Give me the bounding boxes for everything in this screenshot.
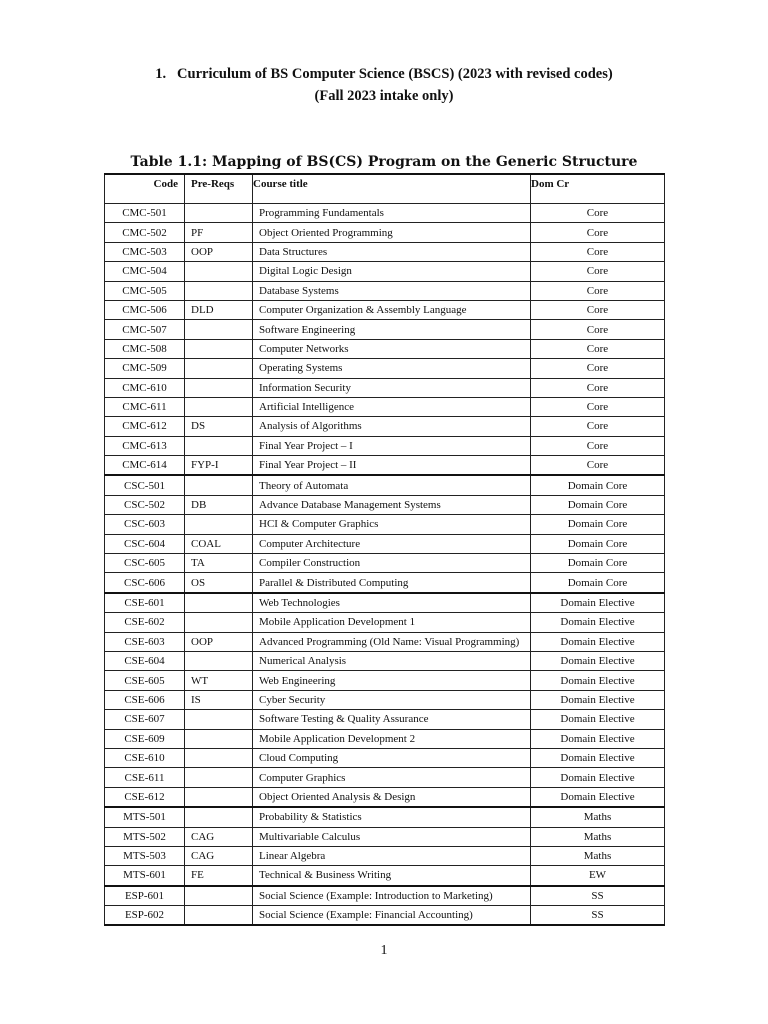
course-domain: Domain Core — [531, 475, 665, 495]
course-code: MTS-502 — [105, 827, 185, 846]
course-title: Numerical Analysis — [253, 651, 531, 670]
table-row — [105, 690, 665, 709]
course-prereq — [185, 651, 253, 670]
course-prereq — [185, 262, 253, 281]
course-title: Computer Architecture — [253, 534, 531, 553]
course-domain: SS — [531, 886, 665, 906]
course-domain: Domain Elective — [531, 690, 665, 709]
course-domain: Core — [531, 417, 665, 436]
course-code: CMC-506 — [105, 300, 185, 319]
course-prereq — [185, 339, 253, 358]
table-row — [105, 397, 665, 416]
document-subheading: (Fall 2023 intake only) — [314, 88, 454, 104]
course-domain: Core — [531, 436, 665, 455]
table-row — [105, 262, 665, 281]
course-domain: Core — [531, 300, 665, 319]
course-domain: Domain Elective — [531, 632, 665, 651]
course-title: Advanced Programming (Old Name: Visual Programming) — [253, 632, 531, 651]
course-title: Final Year Project – II — [253, 456, 531, 476]
table-row — [105, 554, 665, 573]
course-prereq — [185, 906, 253, 926]
table-row — [105, 787, 665, 807]
header-spacer-row — [105, 193, 665, 204]
table-row — [105, 281, 665, 300]
table-row — [105, 846, 665, 865]
course-prereq — [185, 359, 253, 378]
course-code: CMC-612 — [105, 417, 185, 436]
course-title: Programming Fundamentals — [253, 204, 531, 223]
table-row — [105, 223, 665, 242]
table-row — [105, 534, 665, 553]
course-domain: Core — [531, 281, 665, 300]
course-domain: Domain Core — [531, 554, 665, 573]
table-row — [105, 378, 665, 397]
table-row — [105, 339, 665, 358]
course-title: Data Structures — [253, 242, 531, 261]
course-domain: Maths — [531, 827, 665, 846]
course-prereq — [185, 436, 253, 455]
course-domain: EW — [531, 866, 665, 886]
table-row — [105, 613, 665, 632]
course-title: Compiler Construction — [253, 554, 531, 573]
course-code: CMC-501 — [105, 204, 185, 223]
course-domain: Domain Elective — [531, 593, 665, 613]
table-row — [105, 906, 665, 926]
page-number: 1 — [380, 943, 388, 958]
course-prereq — [185, 613, 253, 632]
course-code: CSE-611 — [105, 768, 185, 787]
course-code: CMC-504 — [105, 262, 185, 281]
course-title: Web Engineering — [253, 671, 531, 690]
course-title: Computer Networks — [253, 339, 531, 358]
course-domain: Domain Core — [531, 534, 665, 553]
course-domain: Domain Core — [531, 573, 665, 593]
table-row — [105, 300, 665, 319]
course-prereq — [185, 281, 253, 300]
course-domain: Maths — [531, 846, 665, 865]
course-code: CSE-602 — [105, 613, 185, 632]
course-code: CSE-604 — [105, 651, 185, 670]
table-row — [105, 593, 665, 613]
course-prereq — [185, 593, 253, 613]
course-code: CSE-606 — [105, 690, 185, 709]
course-prereq — [185, 807, 253, 827]
table-row — [105, 710, 665, 729]
course-title: Computer Organization & Assembly Language — [253, 300, 531, 319]
table-row — [105, 359, 665, 378]
course-code: CSC-604 — [105, 534, 185, 553]
table-row — [105, 729, 665, 748]
course-code: CSC-605 — [105, 554, 185, 573]
table-row — [105, 436, 665, 455]
course-prereq — [185, 729, 253, 748]
course-title: Information Security — [253, 378, 531, 397]
course-title: Theory of Automata — [253, 475, 531, 495]
table-row — [105, 886, 665, 906]
course-domain: Core — [531, 339, 665, 358]
course-domain: Domain Elective — [531, 768, 665, 787]
course-code: CSE-609 — [105, 729, 185, 748]
course-code: MTS-601 — [105, 866, 185, 886]
course-domain: SS — [531, 906, 665, 926]
course-prereq: OS — [185, 573, 253, 593]
course-code: CMC-505 — [105, 281, 185, 300]
table-row — [105, 204, 665, 223]
course-code: CSC-502 — [105, 495, 185, 514]
course-code: ESP-602 — [105, 906, 185, 926]
table-row — [105, 768, 665, 787]
course-domain: Domain Elective — [531, 651, 665, 670]
course-code: CMC-509 — [105, 359, 185, 378]
course-code: CSE-607 — [105, 710, 185, 729]
course-code: CMC-508 — [105, 339, 185, 358]
table-row — [105, 866, 665, 886]
curriculum-table — [104, 173, 665, 926]
course-code: CSE-610 — [105, 748, 185, 767]
table-row — [105, 632, 665, 651]
course-prereq: IS — [185, 690, 253, 709]
course-code: MTS-503 — [105, 846, 185, 865]
course-title: Linear Algebra — [253, 846, 531, 865]
course-prereq: WT — [185, 671, 253, 690]
course-prereq: FE — [185, 866, 253, 886]
course-title: Mobile Application Development 2 — [253, 729, 531, 748]
table-row — [105, 807, 665, 827]
course-prereq: DS — [185, 417, 253, 436]
course-code: CSC-603 — [105, 515, 185, 534]
table-row — [105, 456, 665, 476]
course-title: Computer Graphics — [253, 768, 531, 787]
course-code: CMC-503 — [105, 242, 185, 261]
course-prereq — [185, 515, 253, 534]
course-prereq: CAG — [185, 846, 253, 865]
table-row — [105, 515, 665, 534]
course-domain: Core — [531, 359, 665, 378]
course-prereq: OOP — [185, 632, 253, 651]
course-domain: Domain Elective — [531, 613, 665, 632]
course-code: CSC-501 — [105, 475, 185, 495]
course-title: Parallel & Distributed Computing — [253, 573, 531, 593]
course-title: Artificial Intelligence — [253, 397, 531, 416]
course-title: Software Testing & Quality Assurance — [253, 710, 531, 729]
table-row — [105, 417, 665, 436]
course-code: CMC-507 — [105, 320, 185, 339]
course-code: MTS-501 — [105, 807, 185, 827]
course-prereq — [185, 748, 253, 767]
course-prereq: OOP — [185, 242, 253, 261]
course-code: CMC-611 — [105, 397, 185, 416]
table-row — [105, 320, 665, 339]
course-prereq: DLD — [185, 300, 253, 319]
course-domain: Domain Core — [531, 515, 665, 534]
course-prereq: TA — [185, 554, 253, 573]
course-domain: Domain Elective — [531, 748, 665, 767]
course-code: CMC-502 — [105, 223, 185, 242]
course-prereq — [185, 768, 253, 787]
course-prereq: DB — [185, 495, 253, 514]
table-caption: Table 1.1: Mapping of BS(CS) Program on the Generic Structure — [130, 154, 638, 170]
course-code: ESP-601 — [105, 886, 185, 906]
course-prereq: CAG — [185, 827, 253, 846]
course-title: Analysis of Algorithms — [253, 417, 531, 436]
table-row — [105, 242, 665, 261]
course-prereq — [185, 204, 253, 223]
course-title: Technical & Business Writing — [253, 866, 531, 886]
course-title: Software Engineering — [253, 320, 531, 339]
course-domain: Domain Elective — [531, 729, 665, 748]
course-prereq — [185, 787, 253, 807]
course-title: Cyber Security — [253, 690, 531, 709]
course-domain: Core — [531, 223, 665, 242]
course-title: Mobile Application Development 1 — [253, 613, 531, 632]
course-domain: Core — [531, 262, 665, 281]
course-prereq: COAL — [185, 534, 253, 553]
header-domain: Dom Cr — [531, 174, 665, 193]
course-title: Digital Logic Design — [253, 262, 531, 281]
table-row — [105, 651, 665, 670]
table-row — [105, 748, 665, 767]
course-domain: Domain Elective — [531, 787, 665, 807]
course-domain: Core — [531, 242, 665, 261]
course-prereq — [185, 475, 253, 495]
course-title: Multivariable Calculus — [253, 827, 531, 846]
course-prereq — [185, 320, 253, 339]
course-domain: Core — [531, 397, 665, 416]
table-row — [105, 495, 665, 514]
course-title: Social Science (Example: Financial Accounting) — [253, 906, 531, 926]
course-code: CSE-605 — [105, 671, 185, 690]
course-title: Operating Systems — [253, 359, 531, 378]
table-header-row — [105, 174, 665, 193]
course-title: Cloud Computing — [253, 748, 531, 767]
course-code: CSE-601 — [105, 593, 185, 613]
course-prereq — [185, 886, 253, 906]
course-domain: Core — [531, 378, 665, 397]
course-prereq: FYP-I — [185, 456, 253, 476]
course-title: Probability & Statistics — [253, 807, 531, 827]
course-code: CSE-612 — [105, 787, 185, 807]
course-domain: Domain Elective — [531, 710, 665, 729]
course-title: HCI & Computer Graphics — [253, 515, 531, 534]
course-title: Web Technologies — [253, 593, 531, 613]
course-domain: Core — [531, 320, 665, 339]
document-heading: 1. Curriculum of BS Computer Science (BSCS) (2023 with revised codes) — [155, 66, 613, 82]
table-row — [105, 573, 665, 593]
course-prereq — [185, 710, 253, 729]
course-code: CSC-606 — [105, 573, 185, 593]
course-prereq — [185, 397, 253, 416]
course-domain: Domain Core — [531, 495, 665, 514]
table-row — [105, 671, 665, 690]
course-code: CSE-603 — [105, 632, 185, 651]
course-code: CMC-613 — [105, 436, 185, 455]
course-domain: Core — [531, 456, 665, 476]
course-code: CMC-610 — [105, 378, 185, 397]
table-row — [105, 827, 665, 846]
course-title: Final Year Project – I — [253, 436, 531, 455]
course-prereq — [185, 378, 253, 397]
course-domain: Domain Elective — [531, 671, 665, 690]
header-course-title: Course title — [253, 174, 531, 193]
header-prereqs: Pre-Reqs — [185, 174, 253, 193]
course-title: Object Oriented Programming — [253, 223, 531, 242]
course-title: Object Oriented Analysis & Design — [253, 787, 531, 807]
course-domain: Maths — [531, 807, 665, 827]
course-prereq: PF — [185, 223, 253, 242]
course-title: Social Science (Example: Introduction to Marketing) — [253, 886, 531, 906]
course-code: CMC-614 — [105, 456, 185, 476]
table-row — [105, 475, 665, 495]
header-code: Code — [105, 174, 185, 193]
course-title: Database Systems — [253, 281, 531, 300]
course-title: Advance Database Management Systems — [253, 495, 531, 514]
course-domain: Core — [531, 204, 665, 223]
